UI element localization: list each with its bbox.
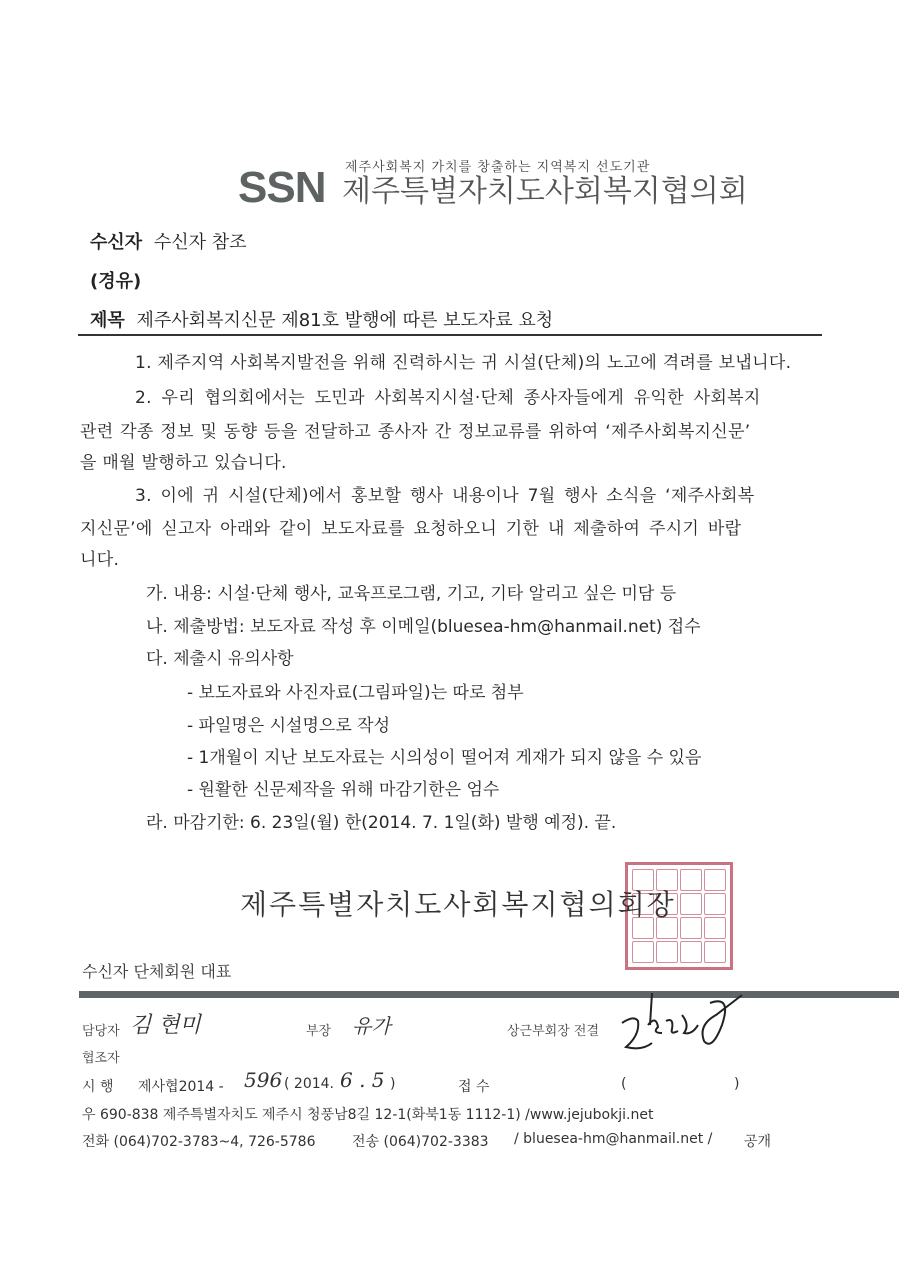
- note-line: - 보도자료와 사진자료(그림파일)는 따로 첨부: [187, 683, 524, 703]
- enforce-date-handwritten: 6 . 5: [340, 1068, 385, 1092]
- vp-approval-label: 상근부회장 전결: [507, 1024, 600, 1039]
- item-marker: 다.: [146, 649, 168, 669]
- note-line: - 파일명은 시설명으로 작성: [187, 716, 390, 736]
- enforce-number-handwritten: 596: [244, 1068, 283, 1092]
- recipient-line: [90, 228, 247, 254]
- item-content: [146, 579, 676, 604]
- paragraph-2-line-2: 관련 각종 정보 및 동향 등을 전달하고 종사자 간 정보교류를 위하여 ‘제주사회복지신문’: [80, 422, 751, 442]
- ssn-logo: SSN: [238, 163, 326, 212]
- email-line: / bluesea-hm@hanmail.net /: [514, 1131, 713, 1147]
- enforce-date-prefix: ( 2014.: [284, 1076, 334, 1092]
- paragraph-2-line-1: 2. 우리 협의회에서는 도민과 사회복지시설·단체 종사자들에게 유익한 사회복지: [135, 388, 761, 408]
- approval-divider: [79, 991, 899, 998]
- cooperator-label: 협조자: [82, 1051, 120, 1066]
- item-submission-method: [146, 612, 701, 637]
- item-text: 제출시 유의사항: [173, 649, 294, 669]
- letterhead-org-name: 제주특별자치도사회복지협의회: [342, 174, 748, 209]
- note-line: - 1개월이 지난 보도자료는 시의성이 떨어져 게재가 되지 않을 수 있음: [187, 748, 702, 768]
- item-notes-heading: [146, 644, 294, 669]
- item-marker: 나.: [146, 617, 168, 637]
- note-line: - 원활한 신문제작을 위해 마감기한은 엄수: [187, 780, 500, 800]
- recipient-members-line: 수신자 단체회원 대표: [82, 962, 232, 981]
- receipt-label: 접 수: [458, 1079, 490, 1095]
- address-line: 우 690-838 제주특별자치도 제주시 청풍남8길 12-1(화북1동 1112-1) /www.jejubokji.net: [82, 1107, 654, 1123]
- item-text: 내용: 시설·단체 행사, 교육프로그램, 기고, 기타 알리고 싶은 미담 등: [173, 584, 677, 604]
- paragraph-1: 1. 제주지역 사회복지발전을 위해 진력하시는 귀 시설(단체)의 노고에 격려를 보냅니다.: [135, 353, 792, 373]
- manager-label: 부장: [306, 1024, 332, 1039]
- disclosure-status: 공개: [744, 1134, 772, 1150]
- item-marker: 가.: [146, 584, 168, 604]
- receipt-open-paren: (: [621, 1076, 627, 1092]
- item-text: 제출방법: 보도자료 작성 후 이메일(bluesea-hm@hanmail.net) 접수: [173, 617, 701, 637]
- paragraph-3-line-2: 지신문’에 싣고자 아래와 같이 보도자료를 요청하오니 기한 내 제출하여 주시기 바랍: [80, 519, 742, 539]
- paragraph-3-line-3: 니다.: [80, 550, 120, 570]
- sender-title: 제주특별자치도사회복지협의회장: [240, 888, 676, 921]
- subject-value: 제주사회복지신문 제81호 발행에 따른 보도자료 요청: [136, 310, 554, 331]
- enforce-label: 시 행: [82, 1079, 114, 1095]
- item-marker: 라.: [146, 813, 168, 833]
- enforce-date-suffix: ): [390, 1076, 396, 1092]
- staff-label: 담당자: [82, 1024, 120, 1039]
- staff-signature: 김 현미: [130, 1013, 201, 1038]
- item-text: 마감기한: 6. 23일(월) 한(2014. 7. 1일(화) 발행 예정). 끝.: [173, 813, 617, 833]
- subject-line: [90, 306, 553, 332]
- phone-line: 전화 (064)702-3783~4, 726-5786: [82, 1134, 316, 1150]
- vp-signature-icon: [612, 985, 752, 1065]
- recipient-label: 수신자: [90, 232, 143, 253]
- paragraph-3-line-1: 3. 이에 귀 시설(단체)에서 홍보할 행사 내용이나 7월 행사 소식을 ‘제주사회복: [135, 486, 755, 506]
- header-divider: [78, 334, 822, 336]
- via-line: (경유): [90, 271, 142, 292]
- letterhead-slogan: 제주사회복지 가치를 창출하는 지역복지 선도기관: [345, 160, 651, 175]
- subject-label: 제목: [90, 310, 125, 331]
- recipient-value: 수신자 참조: [153, 232, 247, 253]
- item-deadline: [146, 808, 616, 833]
- receipt-close-paren: ): [734, 1076, 740, 1092]
- enforce-number: 제사협2014 -: [138, 1079, 224, 1095]
- paragraph-2-line-3: 을 매월 발행하고 있습니다.: [80, 453, 287, 473]
- fax-line: 전송 (064)702-3383: [352, 1134, 489, 1150]
- manager-signature: 유가: [352, 1014, 391, 1038]
